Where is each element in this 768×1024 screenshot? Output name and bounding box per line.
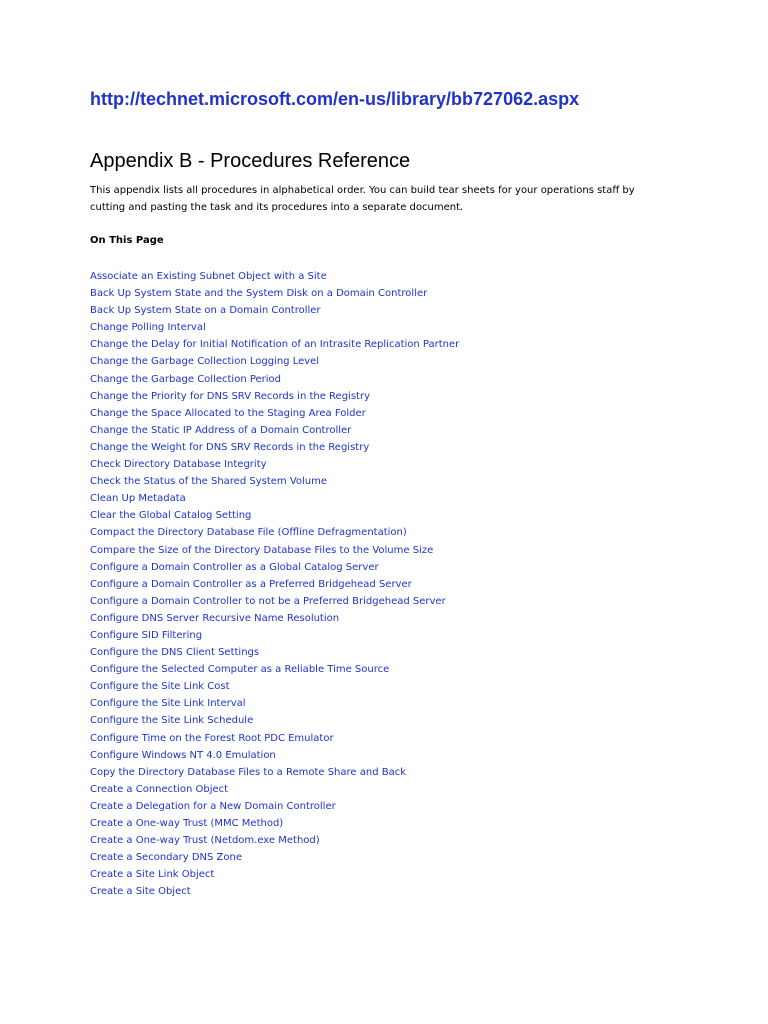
procedure-link[interactable]: Configure Time on the Forest Root PDC Emulator	[90, 732, 334, 744]
intro-line-1: This appendix lists all procedures in alphabetical order. You can build tear sheets for your operations staff by	[90, 185, 635, 196]
procedure-link[interactable]: Back Up System State on a Domain Controller	[90, 305, 321, 317]
procedure-link[interactable]: Check Directory Database Integrity	[90, 459, 267, 471]
list-item	[90, 456, 459, 473]
procedure-link[interactable]: Compact the Directory Database File (Offline Defragmentation)	[90, 527, 407, 539]
list-item	[90, 405, 459, 422]
list-item	[90, 473, 459, 490]
list-item	[90, 764, 459, 781]
procedure-link[interactable]: Configure a Domain Controller as a Preferred Bridgehead Server	[90, 578, 412, 590]
list-item	[90, 302, 459, 319]
list-item	[90, 439, 459, 456]
procedure-link[interactable]: Create a Connection Object	[90, 783, 229, 795]
list-item	[90, 524, 459, 541]
list-item	[90, 490, 459, 507]
on-this-page-heading: On This Page	[90, 235, 164, 246]
procedure-link[interactable]: Create a One-way Trust (MMC Method)	[90, 818, 284, 829]
procedure-link[interactable]: Back Up System State and the System Disk on a Domain Controller	[90, 288, 428, 300]
procedure-link[interactable]: Configure a Domain Controller as a Global Catalog Server	[90, 561, 379, 573]
list-item	[90, 371, 459, 388]
procedure-link[interactable]: Create a Secondary DNS Zone	[90, 852, 243, 864]
procedure-link[interactable]: Configure the Site Link Interval	[90, 698, 246, 710]
list-item	[90, 883, 459, 900]
procedure-link[interactable]: Configure Windows NT 4.0 Emulation	[90, 749, 276, 761]
list-item	[90, 336, 459, 353]
procedure-link[interactable]: Configure the Site Link Cost	[90, 681, 230, 693]
list-item	[90, 559, 459, 576]
list-item	[90, 593, 459, 610]
procedure-link[interactable]: Associate an Existing Subnet Object with a Site	[90, 271, 327, 282]
procedure-link[interactable]: Compare the Size of the Directory Database Files to the Volume Size	[90, 544, 434, 556]
procedure-link[interactable]: Clear the Global Catalog Setting	[90, 510, 252, 522]
procedure-link[interactable]: Create a Delegation for a New Domain Controller	[90, 800, 336, 812]
procedure-link[interactable]: Create a One-way Trust (Netdom.exe Method)	[90, 835, 320, 847]
list-item	[90, 747, 459, 764]
source-url-link[interactable]: http://technet.microsoft.com/en-us/library/bb727062.aspx	[90, 89, 580, 109]
intro-paragraph	[90, 182, 690, 216]
list-item	[90, 849, 459, 866]
procedure-link[interactable]: Change the Priority for DNS SRV Records in the Registry	[90, 390, 370, 402]
procedure-link[interactable]: Configure the Selected Computer as a Reliable Time Source	[90, 664, 390, 676]
procedure-link[interactable]: Create a Site Link Object	[90, 869, 215, 881]
list-item	[90, 268, 459, 285]
procedure-link[interactable]: Change Polling Interval	[90, 322, 206, 334]
procedure-link[interactable]: Configure SID Filtering	[90, 629, 203, 641]
list-item	[90, 798, 459, 815]
list-item	[90, 610, 459, 627]
procedure-link[interactable]: Configure the DNS Client Settings	[90, 647, 260, 659]
list-item	[90, 866, 459, 883]
list-item	[90, 678, 459, 695]
list-item	[90, 353, 459, 370]
procedure-link[interactable]: Check the Status of the Shared System Volume	[90, 476, 328, 488]
list-item	[90, 576, 459, 593]
procedure-link[interactable]: Change the Garbage Collection Logging Level	[90, 356, 320, 368]
procedure-link[interactable]: Change the Weight for DNS SRV Records in the Registry	[90, 441, 370, 453]
list-item	[90, 285, 459, 302]
list-item	[90, 319, 459, 336]
procedure-link[interactable]: Clean Up Metadata	[90, 493, 186, 505]
list-item	[90, 388, 459, 405]
list-item	[90, 832, 459, 849]
list-item	[90, 542, 459, 559]
procedure-link[interactable]: Create a Site Object	[90, 886, 191, 898]
list-item	[90, 815, 459, 832]
procedure-link[interactable]: Copy the Directory Database Files to a Remote Share and Back	[90, 766, 407, 778]
list-item	[90, 644, 459, 661]
procedure-link[interactable]: Change the Garbage Collection Period	[90, 373, 282, 385]
list-item	[90, 507, 459, 524]
procedure-link[interactable]: Change the Delay for Initial Notification of an Intrasite Replication Partner	[90, 339, 460, 351]
procedure-link[interactable]: Configure a Domain Controller to not be a Preferred Bridgehead Server	[90, 595, 446, 607]
list-item	[90, 730, 459, 747]
list-item	[90, 422, 459, 439]
list-item	[90, 695, 459, 712]
procedure-link[interactable]: Configure the Site Link Schedule	[90, 715, 254, 727]
list-item	[90, 781, 459, 798]
list-item	[90, 627, 459, 644]
procedure-link[interactable]: Change the Space Allocated to the Staging Area Folder	[90, 407, 366, 419]
procedure-link-list	[90, 268, 459, 900]
intro-line-2: cutting and pasting the task and its procedures into a separate document.	[90, 202, 464, 213]
list-item	[90, 712, 459, 729]
page-title: Appendix B - Procedures Reference	[90, 150, 411, 172]
procedure-link[interactable]: Change the Static IP Address of a Domain Controller	[90, 424, 352, 436]
procedure-link[interactable]: Configure DNS Server Recursive Name Resolution	[90, 612, 340, 624]
list-item	[90, 661, 459, 678]
